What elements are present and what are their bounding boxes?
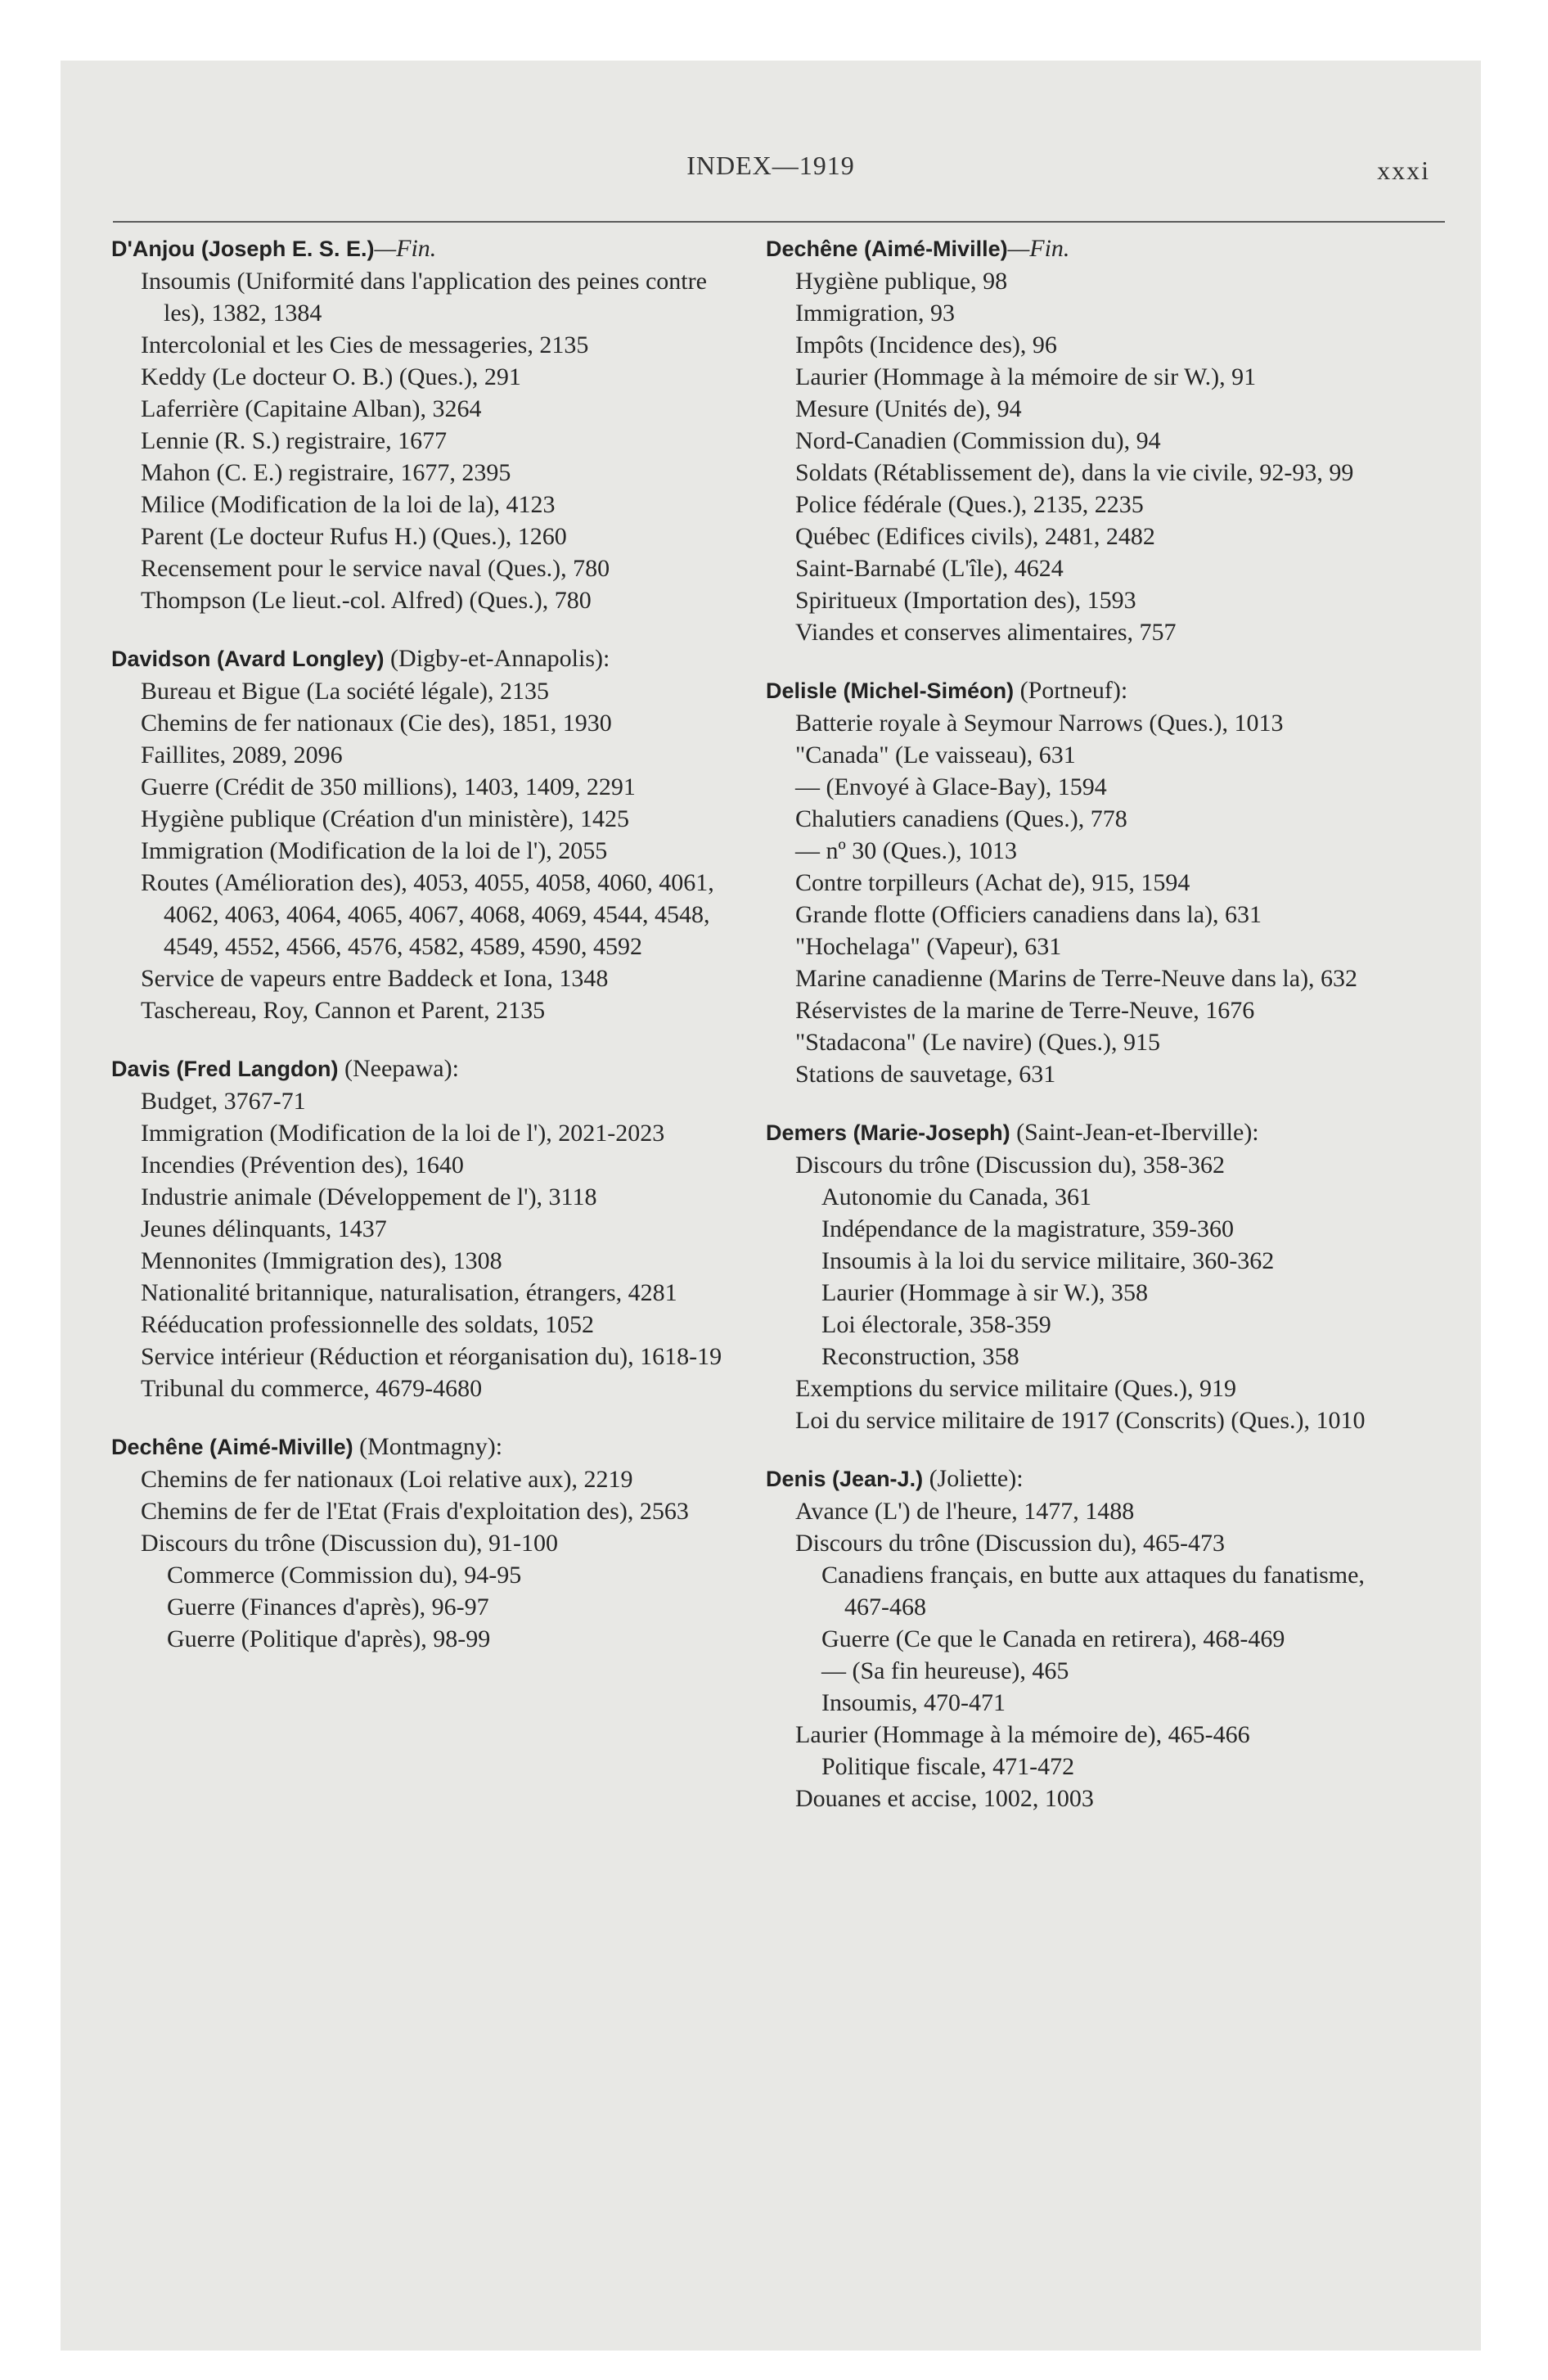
index-item: Laurier (Hommage à la mémoire de sir W.), 91 [795, 363, 1257, 390]
index-subitem: Politique fiscale, 471-472 [821, 1753, 1075, 1780]
index-entry [766, 1116, 1388, 1436]
index-item: Contre torpilleurs (Achat de), 915, 1594 [795, 869, 1190, 896]
index-item: Intercolonial et les Cies de messageries, 2135 [141, 331, 589, 358]
index-subitem: Canadiens français, en butte aux attaques du fanatisme, 467-468 [821, 1562, 1365, 1620]
index-item: Stations de sauvetage, 631 [795, 1061, 1056, 1088]
index-item: Insoumis (Uniformité dans l'application des peines contre les), 1382, 1384 [141, 268, 707, 327]
index-item: Marine canadienne (Marins de Terre-Neuve dans la), 632 [795, 965, 1358, 992]
heading-riding: (Neepawa): [338, 1055, 459, 1082]
index-item: Mahon (C. E.) registraire, 1677, 2395 [141, 459, 511, 486]
index-entry [111, 1053, 733, 1404]
index-item: Immigration (Modification de la loi de l'), 2055 [141, 837, 608, 864]
index-item: Douanes et accise, 1002, 1003 [795, 1785, 1094, 1812]
index-item: Chemins de fer nationaux (Cie des), 1851, 1930 [141, 710, 612, 737]
index-item: Réservistes de la marine de Terre-Neuve, 1676 [795, 997, 1255, 1024]
index-item: Lennie (R. S.) registraire, 1677 [141, 427, 448, 454]
index-item: Exemptions du service militaire (Ques.), 919 [795, 1375, 1237, 1402]
entry-heading [766, 232, 1388, 265]
index-subitem: Commerce (Commission du), 94-95 [167, 1562, 522, 1589]
entry-heading [111, 642, 733, 675]
index-item: Rééducation professionnelle des soldats, 1052 [141, 1311, 595, 1338]
index-item: Batterie royale à Seymour Narrows (Ques.), 1013 [795, 710, 1284, 737]
member-name: Dechêne (Aimé-Miville) [766, 237, 1008, 261]
index-item: Discours du trône (Discussion du), 358-362 [795, 1152, 1225, 1179]
index-entry [766, 1463, 1388, 1814]
index-item: Milice (Modification de la loi de la), 4123 [141, 491, 556, 518]
index-item: "Stadacona" (Le navire) (Ques.), 915 [795, 1029, 1160, 1056]
index-subitem: Indépendance de la magistrature, 359-360 [821, 1215, 1234, 1242]
index-item: Impôts (Incidence des), 96 [795, 331, 1057, 358]
index-item: Saint-Barnabé (L'île), 4624 [795, 555, 1064, 582]
heading-riding: (Saint-Jean-et-Iberville): [1010, 1119, 1259, 1146]
index-item: Nationalité britannique, naturalisation, étrangers, 4281 [141, 1279, 677, 1306]
index-item: Discours du trône (Discussion du), 465-473 [795, 1530, 1225, 1557]
index-item: Mennonites (Immigration des), 1308 [141, 1247, 502, 1274]
entry-heading [766, 1116, 1388, 1149]
index-item: "Hochelaga" (Vapeur), 631 [795, 933, 1062, 960]
index-entry [111, 232, 733, 616]
index-item: Mesure (Unités de), 94 [795, 395, 1022, 422]
heading-riding: —Fin. [374, 235, 437, 262]
index-item: Spiritueux (Importation des), 1593 [795, 587, 1136, 614]
index-subitem: Insoumis, 470-471 [821, 1689, 1006, 1716]
heading-riding: (Portneuf): [1014, 677, 1128, 704]
index-item: Avance (L') de l'heure, 1477, 1488 [795, 1498, 1135, 1525]
index-item: Incendies (Prévention des), 1640 [141, 1152, 464, 1179]
index-subitem: Reconstruction, 358 [821, 1343, 1019, 1370]
index-entry [766, 232, 1388, 648]
index-item: Recensement pour le service naval (Ques.), 780 [141, 555, 610, 582]
entry-heading [111, 232, 733, 265]
header-rule [113, 221, 1445, 223]
member-name: D'Anjou (Joseph E. S. E.) [111, 237, 375, 261]
heading-riding: (Digby-et-Annapolis): [384, 645, 610, 672]
index-item: Service intérieur (Réduction et réorganisation du), 1618-19 [141, 1343, 722, 1370]
index-item: Taschereau, Roy, Cannon et Parent, 2135 [141, 997, 546, 1024]
index-item: — nº 30 (Ques.), 1013 [795, 837, 1017, 864]
index-item: Police fédérale (Ques.), 2135, 2235 [795, 491, 1144, 518]
index-item: Grande flotte (Officiers canadiens dans la), 631 [795, 901, 1262, 928]
member-name: Delisle (Michel-Siméon) [766, 678, 1015, 703]
heading-riding: (Joliette): [923, 1465, 1024, 1492]
index-entry [111, 1431, 733, 1655]
index-item: Service de vapeurs entre Baddeck et Iona, 1348 [141, 965, 609, 992]
entry-heading [766, 1463, 1388, 1495]
index-item: Parent (Le docteur Rufus H.) (Ques.), 1260 [141, 523, 567, 550]
index-item: Nord-Canadien (Commission du), 94 [795, 427, 1161, 454]
running-header-title: INDEX—1919 [686, 151, 855, 180]
member-name: Davis (Fred Langdon) [111, 1057, 339, 1081]
index-item: Chemins de fer de l'Etat (Frais d'exploitation des), 2563 [141, 1498, 689, 1525]
index-item: Loi du service militaire de 1917 (Conscrits) (Ques.), 1010 [795, 1407, 1366, 1434]
entry-heading [111, 1431, 733, 1463]
index-item: Discours du trône (Discussion du), 91-100 [141, 1530, 558, 1557]
index-column-right [766, 232, 1388, 1841]
index-item: Immigration (Modification de la loi de l'), 2021-2023 [141, 1120, 665, 1147]
heading-riding: —Fin. [1007, 235, 1070, 262]
index-page [61, 61, 1481, 2351]
index-item: — (Envoyé à Glace-Bay), 1594 [795, 773, 1107, 800]
index-subitem: Guerre (Ce que le Canada en retirera), 468-469 [821, 1625, 1285, 1652]
index-item: Chemins de fer nationaux (Loi relative aux), 2219 [141, 1466, 633, 1493]
index-item: Laurier (Hommage à la mémoire de), 465-466 [795, 1721, 1250, 1748]
index-subitem: Insoumis à la loi du service militaire, 360-362 [821, 1247, 1275, 1274]
heading-riding: (Montmagny): [353, 1433, 503, 1460]
index-item: Tribunal du commerce, 4679-4680 [141, 1375, 483, 1402]
index-item: Laferrière (Capitaine Alban), 3264 [141, 395, 482, 422]
index-subitem: Loi électorale, 358-359 [821, 1311, 1051, 1338]
index-item: Jeunes délinquants, 1437 [141, 1215, 387, 1242]
index-item: Guerre (Crédit de 350 millions), 1403, 1409, 2291 [141, 773, 636, 800]
index-subitem: Autonomie du Canada, 361 [821, 1183, 1091, 1210]
entry-heading [111, 1053, 733, 1085]
index-item: Québec (Edifices civils), 2481, 2482 [795, 523, 1155, 550]
member-name: Denis (Jean-J.) [766, 1467, 924, 1491]
index-subitem: Laurier (Hommage à sir W.), 358 [821, 1279, 1149, 1306]
index-item: Industrie animale (Développement de l'), 3118 [141, 1183, 597, 1210]
page-number: xxxi [1377, 156, 1430, 185]
index-item: Budget, 3767-71 [141, 1088, 306, 1115]
entry-heading [766, 674, 1388, 707]
index-item: Bureau et Bigue (La société légale), 2135 [141, 678, 549, 705]
member-name: Demers (Marie-Joseph) [766, 1120, 1010, 1145]
index-item: Chalutiers canadiens (Ques.), 778 [795, 805, 1127, 832]
index-item: Routes (Amélioration des), 4053, 4055, 4058, 4060, 4061, 4062, 4063, 4064, 4065, 4067, 4068, 4069, 4544, 4548, 4549, 4552, 4566, 4576, 4582, 4589, 4590, 4592 [141, 869, 714, 960]
index-column-left [111, 232, 733, 1681]
index-item: Keddy (Le docteur O. B.) (Ques.), 291 [141, 363, 521, 390]
index-subitem: — (Sa fin heureuse), 465 [821, 1657, 1069, 1684]
index-subitem: Guerre (Finances d'après), 96-97 [167, 1593, 489, 1620]
index-item: Faillites, 2089, 2096 [141, 741, 343, 769]
index-item: Viandes et conserves alimentaires, 757 [795, 619, 1177, 646]
member-name: Dechêne (Aimé-Miville) [111, 1435, 353, 1459]
index-item: Hygiène publique, 98 [795, 268, 1008, 295]
index-item: Immigration, 93 [795, 300, 955, 327]
index-item: Thompson (Le lieut.-col. Alfred) (Ques.), 780 [141, 587, 592, 614]
member-name: Davidson (Avard Longley) [111, 647, 385, 671]
index-entry [111, 642, 733, 1026]
index-item: Soldats (Rétablissement de), dans la vie civile, 92-93, 99 [795, 459, 1354, 486]
index-item: Hygiène publique (Création d'un ministère), 1425 [141, 805, 629, 832]
index-subitem: Guerre (Politique d'après), 98-99 [167, 1625, 491, 1652]
index-entry [766, 674, 1388, 1090]
index-item: "Canada" (Le vaisseau), 631 [795, 741, 1076, 769]
